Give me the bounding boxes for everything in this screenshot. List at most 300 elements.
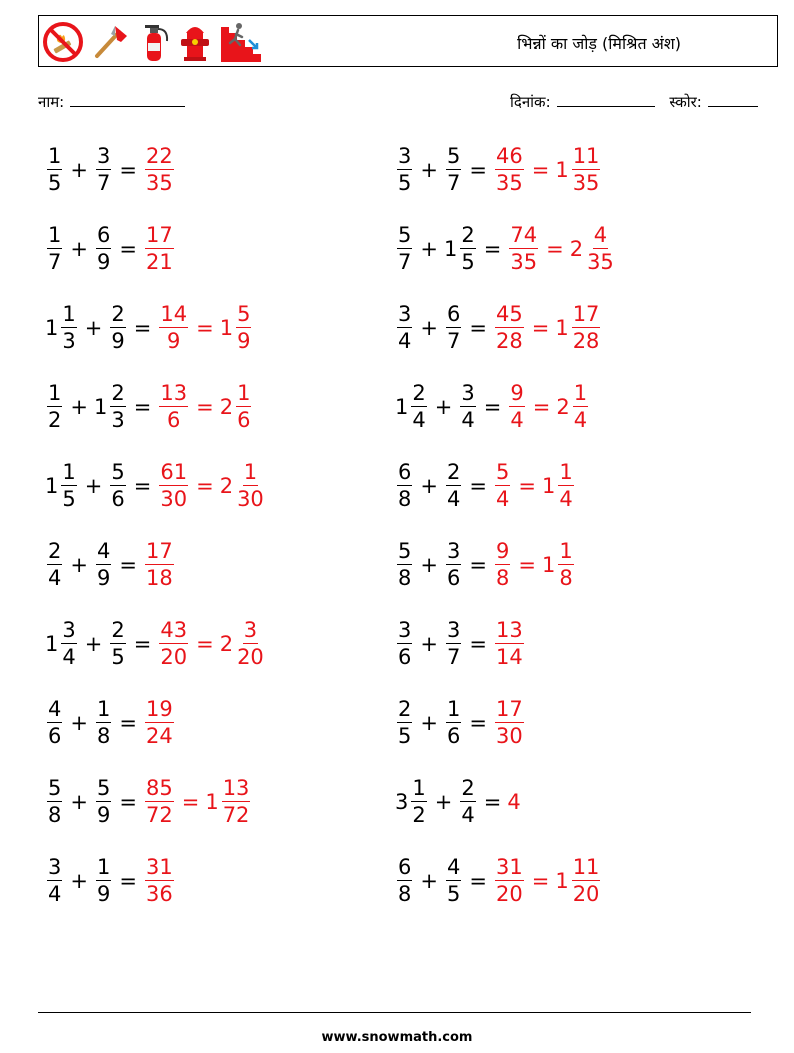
equals-sign: = [483, 395, 502, 419]
addend-first [45, 225, 64, 273]
problem-item [395, 137, 602, 203]
answer [143, 541, 176, 589]
answer-fraction [145, 541, 174, 589]
whole-number: 2 [219, 474, 234, 498]
whole-number: 1 [541, 474, 556, 498]
numerator: 1 [62, 302, 76, 326]
numerator: 2 [461, 776, 475, 800]
answer [507, 383, 590, 431]
name-field [38, 92, 185, 112]
denominator: 8 [398, 882, 412, 906]
fraction [573, 383, 588, 431]
fraction [460, 778, 475, 826]
score-blank [708, 92, 758, 107]
denominator: 5 [461, 250, 475, 274]
numerator: 3 [96, 144, 111, 168]
denominator: 7 [48, 250, 62, 274]
date-label: दिनांक: [510, 93, 551, 111]
addend-second [444, 225, 478, 273]
plus-sign: + [420, 158, 438, 182]
fraction [572, 146, 601, 194]
numerator: 1 [559, 460, 573, 484]
numerator: 3 [48, 855, 62, 879]
answer [143, 778, 252, 826]
numerator: 31 [495, 855, 523, 879]
denominator: 6 [237, 408, 251, 432]
denominator: 24 [145, 724, 173, 748]
numerator: 4 [96, 539, 111, 563]
addend-first [45, 383, 64, 431]
fraction [47, 541, 62, 589]
denominator: 7 [96, 171, 111, 195]
equals-sign: = [119, 158, 137, 182]
answer [493, 699, 526, 747]
addend-second [444, 462, 463, 510]
fraction [411, 383, 426, 431]
numerator: 6 [446, 302, 461, 326]
equals-sign: = [119, 237, 137, 261]
addend-second [444, 146, 463, 194]
equals-sign: = [469, 158, 487, 182]
equals-sign: = [119, 790, 137, 814]
numerator: 2 [446, 460, 461, 484]
problem-item [45, 453, 267, 519]
problem-item [395, 374, 590, 440]
denominator: 6 [446, 724, 461, 748]
addend-first [45, 146, 64, 194]
fraction [96, 225, 111, 273]
equals-sign: = [469, 711, 487, 735]
numerator: 3 [398, 144, 412, 168]
fraction [446, 541, 461, 589]
plus-sign: + [420, 632, 438, 656]
denominator: 5 [398, 171, 412, 195]
answer-fraction [509, 383, 524, 431]
fire-extinguisher-icon [137, 21, 171, 63]
answer [143, 225, 176, 273]
answer-whole: 4 [507, 790, 521, 814]
numerator: 2 [48, 539, 62, 563]
problem-item [45, 611, 267, 677]
numerator: 3 [398, 618, 412, 642]
denominator: 2 [48, 408, 62, 432]
denominator: 5 [62, 487, 76, 511]
fraction [110, 620, 125, 668]
answer-fraction [495, 541, 510, 589]
addend-first [395, 383, 429, 431]
denominator: 35 [495, 171, 523, 195]
footer-divider [38, 1012, 751, 1013]
answer-mixed-number [220, 620, 267, 668]
answer-fraction [159, 383, 188, 431]
numerator: 1 [48, 381, 62, 405]
numerator: 1 [559, 539, 573, 563]
equals-sign: = [483, 237, 502, 261]
numerator: 5 [446, 144, 461, 168]
addend-second [444, 620, 463, 668]
fraction [446, 620, 461, 668]
numerator: 6 [398, 855, 412, 879]
header-icons [41, 19, 265, 65]
denominator: 20 [572, 882, 600, 906]
answer [493, 857, 602, 905]
fraction [61, 304, 76, 352]
numerator: 3 [446, 618, 461, 642]
answer-equals-sign: = [196, 474, 214, 498]
fraction [47, 225, 62, 273]
whole-number: 2 [219, 632, 234, 656]
plus-sign: + [70, 711, 88, 735]
addend-first [395, 699, 414, 747]
denominator: 8 [398, 487, 412, 511]
numerator: 14 [160, 302, 188, 326]
numerator: 9 [510, 381, 524, 405]
plus-sign: + [84, 316, 103, 340]
fraction [460, 383, 475, 431]
answer-fraction [495, 857, 524, 905]
answer-fraction [495, 304, 524, 352]
plus-sign: + [70, 158, 88, 182]
fraction [446, 304, 461, 352]
problem-item [45, 216, 176, 282]
answer-fraction [495, 146, 524, 194]
denominator: 36 [145, 882, 173, 906]
fraction [446, 146, 461, 194]
numerator: 13 [160, 381, 188, 405]
denominator: 7 [398, 250, 412, 274]
numerator: 1 [62, 460, 76, 484]
name-label: नाम: [38, 93, 65, 111]
worksheet-title: भिन्नों का जोड़ (मिश्रित अंश) [517, 34, 681, 53]
whole-number: 1 [395, 395, 409, 419]
name-blank [70, 92, 185, 107]
numerator: 6 [398, 460, 412, 484]
numerator: 3 [62, 618, 76, 642]
addend-second [94, 383, 128, 431]
denominator: 18 [145, 566, 173, 590]
plus-sign: + [70, 395, 88, 419]
denominator: 4 [412, 408, 426, 432]
denominator: 4 [510, 408, 524, 432]
fraction [236, 620, 265, 668]
denominator: 8 [495, 566, 510, 590]
answer-mixed-number [220, 383, 254, 431]
addend-first [395, 146, 414, 194]
numerator: 2 [412, 381, 426, 405]
fraction [47, 857, 62, 905]
fraction [397, 146, 412, 194]
denominator: 8 [96, 724, 111, 748]
numerator: 17 [572, 302, 600, 326]
numerator: 3 [446, 539, 461, 563]
numerator: 1 [237, 381, 251, 405]
numerator: 2 [111, 381, 125, 405]
equals-sign: = [469, 632, 487, 656]
addend-second [458, 778, 477, 826]
answer-mixed-number [205, 778, 252, 826]
fraction [397, 857, 412, 905]
addend-first [45, 857, 64, 905]
numerator: 13 [222, 776, 250, 800]
denominator: 9 [96, 803, 111, 827]
answer-mixed-number [556, 383, 590, 431]
numerator: 46 [495, 144, 523, 168]
answer-equals-sign: = [531, 158, 550, 182]
denominator: 5 [398, 724, 412, 748]
problem-item [395, 295, 602, 361]
plus-sign: + [434, 790, 453, 814]
answer-fraction [159, 462, 188, 510]
problem-item [45, 374, 253, 440]
denominator: 35 [587, 250, 614, 274]
denominator: 72 [145, 803, 173, 827]
equals-sign: = [119, 711, 137, 735]
answer-equals-sign: = [518, 474, 536, 498]
whole-number: 1 [45, 632, 59, 656]
denominator: 8 [559, 566, 573, 590]
denominator: 8 [48, 803, 62, 827]
denominator: 5 [48, 171, 62, 195]
score-label: स्कोर: [669, 93, 702, 111]
answer [493, 304, 602, 352]
numerator: 2 [111, 302, 125, 326]
numerator: 5 [237, 302, 251, 326]
whole-number: 2 [219, 395, 234, 419]
denominator: 3 [62, 329, 76, 353]
plus-sign: + [420, 711, 438, 735]
denominator: 30 [237, 487, 264, 511]
addend-first [45, 620, 79, 668]
denominator: 4 [461, 803, 475, 827]
denominator: 30 [160, 487, 188, 511]
denominator: 20 [237, 645, 264, 669]
answer-fraction [145, 699, 174, 747]
fraction [110, 383, 125, 431]
whole-number: 1 [555, 158, 569, 182]
addend-second [444, 541, 463, 589]
numerator: 1 [446, 697, 461, 721]
numerator: 17 [145, 539, 173, 563]
numerator: 43 [160, 618, 188, 642]
answer [143, 699, 176, 747]
problem-item [395, 216, 617, 282]
denominator: 4 [573, 408, 588, 432]
plus-sign: + [420, 553, 438, 577]
fraction [397, 699, 412, 747]
numerator: 17 [145, 223, 173, 247]
whole-number: 1 [205, 790, 219, 814]
answer-equals-sign: = [518, 553, 536, 577]
numerator: 45 [495, 302, 523, 326]
fraction [558, 541, 573, 589]
answer-fraction [145, 778, 174, 826]
equals-sign: = [469, 474, 487, 498]
answer [493, 462, 576, 510]
addend-second [94, 778, 113, 826]
addend-first [395, 225, 414, 273]
numerator: 11 [572, 855, 600, 879]
denominator: 20 [495, 882, 523, 906]
answer-fraction [145, 225, 174, 273]
numerator: 4 [446, 855, 461, 879]
addend-first [395, 304, 414, 352]
answer [507, 225, 616, 273]
addend-second [94, 541, 113, 589]
denominator: 3 [111, 408, 125, 432]
fraction [397, 462, 412, 510]
equals-sign: = [119, 869, 137, 893]
numerator: 1 [96, 855, 111, 879]
denominator: 30 [495, 724, 523, 748]
fraction [96, 699, 111, 747]
denominator: 9 [96, 566, 111, 590]
answer-mixed-number [220, 304, 254, 352]
addend-first [395, 462, 414, 510]
answer-fraction [145, 146, 174, 194]
numerator: 31 [145, 855, 173, 879]
addend-first [395, 778, 429, 826]
denominator: 4 [48, 882, 62, 906]
equals-sign: = [469, 316, 487, 340]
denominator: 7 [446, 171, 461, 195]
numerator: 2 [398, 697, 412, 721]
fraction [47, 699, 62, 747]
answer [493, 146, 602, 194]
denominator: 4 [48, 566, 62, 590]
answer [157, 304, 253, 352]
answer-mixed-number [570, 225, 617, 273]
answer [157, 462, 266, 510]
denominator: 4 [62, 645, 76, 669]
numerator: 4 [593, 223, 608, 247]
equals-sign: = [483, 790, 502, 814]
fraction [236, 383, 251, 431]
answer-equals-sign: = [196, 632, 214, 656]
fraction [61, 620, 76, 668]
fraction [572, 304, 601, 352]
numerator: 3 [398, 302, 412, 326]
numerator: 5 [398, 539, 412, 563]
fraction [96, 541, 111, 589]
denominator: 35 [145, 171, 173, 195]
denominator: 9 [96, 882, 111, 906]
whole-number: 1 [45, 474, 59, 498]
whole-number: 1 [555, 316, 569, 340]
fire-exit-icon [219, 20, 265, 64]
fraction [586, 225, 615, 273]
numerator: 5 [111, 460, 125, 484]
fraction [47, 146, 62, 194]
answer-mixed-number [542, 462, 576, 510]
whole-number: 1 [45, 316, 59, 340]
numerator: 5 [495, 460, 510, 484]
denominator: 6 [398, 645, 412, 669]
fraction [96, 778, 111, 826]
equals-sign: = [133, 316, 152, 340]
answer-equals-sign: = [196, 316, 214, 340]
fraction [446, 699, 461, 747]
addend-first [395, 620, 414, 668]
addend-first [45, 699, 64, 747]
numerator: 6 [96, 223, 111, 247]
addend-second [94, 146, 113, 194]
denominator: 72 [222, 803, 250, 827]
fraction [397, 304, 412, 352]
denominator: 7 [446, 645, 461, 669]
equals-sign: = [133, 632, 152, 656]
plus-sign: + [420, 474, 438, 498]
numerator: 3 [243, 618, 258, 642]
answer [157, 383, 253, 431]
denominator: 9 [96, 250, 111, 274]
addend-second [458, 383, 477, 431]
denominator: 21 [145, 250, 173, 274]
denominator: 6 [446, 566, 461, 590]
numerator: 85 [145, 776, 173, 800]
answer-equals-sign: = [546, 237, 564, 261]
answer-equals-sign: = [532, 395, 551, 419]
equals-sign: = [119, 553, 137, 577]
answer-fraction [495, 462, 510, 510]
numerator: 3 [461, 381, 475, 405]
denominator: 28 [495, 329, 523, 353]
addend-first [45, 304, 79, 352]
denominator: 4 [559, 487, 573, 511]
denominator: 5 [446, 882, 461, 906]
numerator: 1 [48, 144, 62, 168]
answer [157, 620, 266, 668]
plus-sign: + [70, 553, 88, 577]
denominator: 28 [572, 329, 600, 353]
fraction [411, 778, 426, 826]
whole-number: 2 [569, 237, 584, 261]
numerator: 9 [495, 539, 510, 563]
date-blank [557, 92, 655, 107]
addend-second [108, 304, 127, 352]
addend-second [444, 857, 463, 905]
fraction [397, 541, 412, 589]
whole-number: 1 [93, 395, 108, 419]
fire-hydrant-icon [177, 21, 213, 63]
fraction [446, 462, 461, 510]
answer-mixed-number [220, 462, 267, 510]
plus-sign: + [420, 237, 438, 261]
addend-first [45, 541, 64, 589]
denominator: 7 [446, 329, 461, 353]
numerator: 19 [145, 697, 173, 721]
answer-equals-sign: = [531, 316, 550, 340]
numerator: 2 [461, 223, 475, 247]
problem-item [395, 769, 521, 835]
addend-first [45, 778, 64, 826]
fire-axe-icon [91, 22, 131, 62]
fraction [397, 225, 412, 273]
fraction [110, 304, 125, 352]
denominator: 35 [572, 171, 600, 195]
plus-sign: + [70, 790, 88, 814]
problem-item [45, 690, 176, 756]
problem-item [395, 532, 576, 598]
whole-number: 1 [555, 869, 569, 893]
denominator: 9 [111, 329, 125, 353]
denominator: 20 [160, 645, 188, 669]
denominator: 6 [48, 724, 62, 748]
numerator: 5 [96, 776, 111, 800]
plus-sign: + [84, 474, 103, 498]
problem-item [395, 611, 526, 677]
answer-mixed-number [555, 857, 602, 905]
answer [493, 541, 576, 589]
